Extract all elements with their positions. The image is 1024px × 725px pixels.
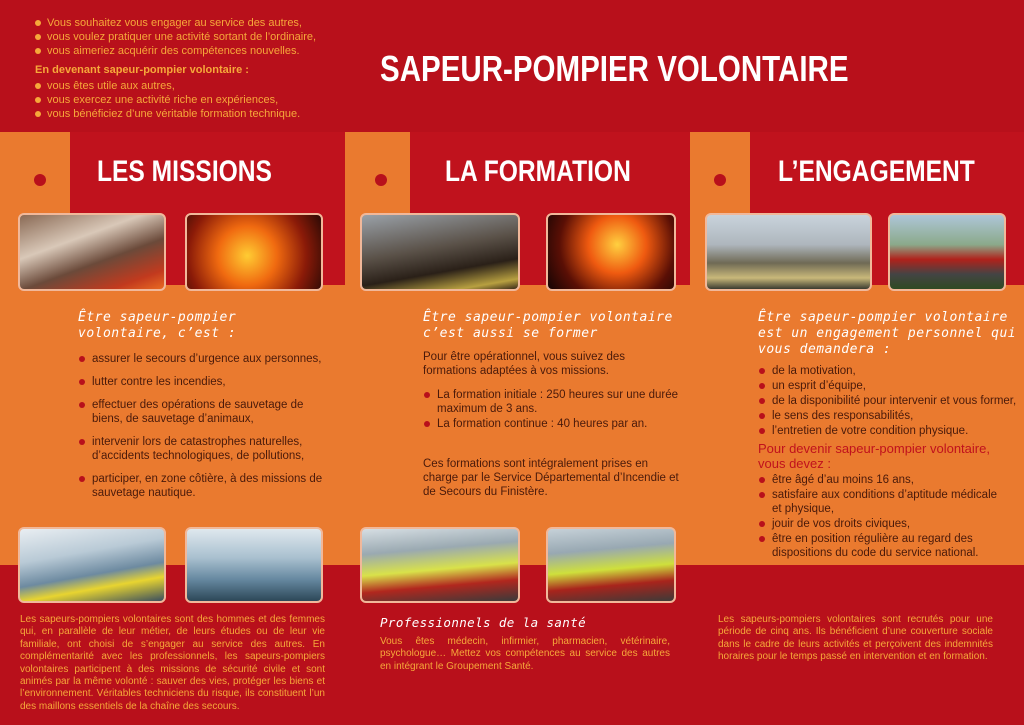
formation-closing: Ces formations sont intégralement prises en charge par le Service Départemental d’Incendie et de Secours du Finistère. [423,458,679,498]
formation-footer: Vous êtes médecin, infirmier, pharmacien, vétérinaire, psychologue… Mettez vos compétences au service des autres en intégrant le Groupement Santé. [380,636,670,672]
fire-building-photo [18,213,166,291]
bullet-dot-icon [34,174,46,186]
formation-lead: Pour être opérationnel, vous suivez des formations adaptées à vos missions. [423,351,626,377]
list-item: participer, en zone côtière, à des missions de sauvetage nautique. [78,472,333,500]
formation-intro: Être sapeur-pompier volontaire c’est aussi se former [423,310,673,341]
list-item: assurer le secours d’urgence aux personnes, [78,352,333,366]
raft-rescue-photo [360,527,520,603]
engagement-title: L’ENGAGEMENT [778,155,975,188]
intro-bullet: vous aimeriez acquérir des compétences nouvelles. [35,44,355,58]
intro-block [35,16,355,121]
firefighters-training-photo [360,213,520,291]
surf-rescue-photo [185,527,323,603]
list-item: de la disponibilité pour intervenir et vous former, [758,394,1020,408]
bullet-dot-icon [714,174,726,186]
fire-trucks-photo [888,213,1006,291]
missions-title: LES MISSIONS [97,155,272,188]
list-item: effectuer des opérations de sauvetage de biens, de sauvetage d’animaux, [78,398,333,426]
list-item: lutter contre les incendies, [78,375,333,389]
list-item: satisfaire aux conditions d’aptitude médicale et physique, [758,488,998,516]
list-item: être âgé d’au moins 16 ans, [758,473,998,487]
list-item: le sens des responsabilités, [758,409,1020,423]
intro-subheading: En devenant sapeur-pompier volontaire : [35,64,249,76]
engagement-footer: Les sapeurs-pompiers volontaires sont recrutés pour une période de cinq ans. Ils bénéficient d’une couverture sociale dans le cadre de leurs activités et perçoivent des indemnités horaires pour le temps passé en intervention et en formation. [718,614,993,663]
wildfire-photo [705,213,872,291]
fire-drill-photo [546,213,676,291]
list-item: l’entretien de votre condition physique. [758,424,1020,438]
formation-list [423,388,678,432]
bullet-dot-icon [375,174,387,186]
engagement-intro: Être sapeur-pompier volontaire est un engagement personnel qui vous demandera : [758,310,1017,357]
health-professionals-title: Professionnels de la santé [380,615,587,630]
beach-rescue-photo [18,527,166,603]
intro-bullet: Vous souhaitez vous engager au service des autres, [35,16,355,30]
list-item: un esprit d’équipe, [758,379,1020,393]
list-item: La formation initiale : 250 heures sur une durée maximum de 3 ans. [423,388,678,416]
page-title: SAPEUR-POMPIER VOLONTAIRE [380,48,849,89]
missions-list [78,352,333,509]
intro-benefit: vous bénéficiez d’une véritable formation technique. [35,107,355,121]
list-item: jouir de vos droits civiques, [758,517,998,531]
boat-team-photo [546,527,676,603]
firefighter-photo [185,213,323,291]
intro-benefit: vous exercez une activité riche en expériences, [35,93,355,107]
conditions-list [758,473,998,561]
intro-bullet: vous voulez pratiquer une activité sortant de l’ordinaire, [35,30,355,44]
list-item: La formation continue : 40 heures par an. [423,417,678,431]
intro-benefit: vous êtes utile aux autres, [35,79,355,93]
missions-footer: Les sapeurs-pompiers volontaires sont des hommes et des femmes qui, en parallèle de leur métier, de leurs études ou de leur vie familiale, ont choisi de s’engager au service des autres. En complémentarité avec les professionnels, les sapeurs-pompiers volontaires participent à des missions de sécurité civile et sont animés par la même volonté : sauver des vies, protéger les biens et l’environnement. Véritables techniciens du risque, ils constituent l’un des maillons essentiels de la chaîne des secours. [20,614,325,712]
missions-intro: Être sapeur-pompier volontaire, c’est : [78,310,237,341]
list-item: être en position régulière au regard des dispositions du code du service national. [758,532,998,560]
conditions-heading: Pour devenir sapeur-pompier volontaire, vous devez : [758,441,990,471]
engagement-list [758,364,1020,439]
list-item: de la motivation, [758,364,1020,378]
list-item: intervenir lors de catastrophes naturelles, d’accidents technologiques, de pollutions, [78,435,333,463]
formation-title: LA FORMATION [445,155,631,188]
